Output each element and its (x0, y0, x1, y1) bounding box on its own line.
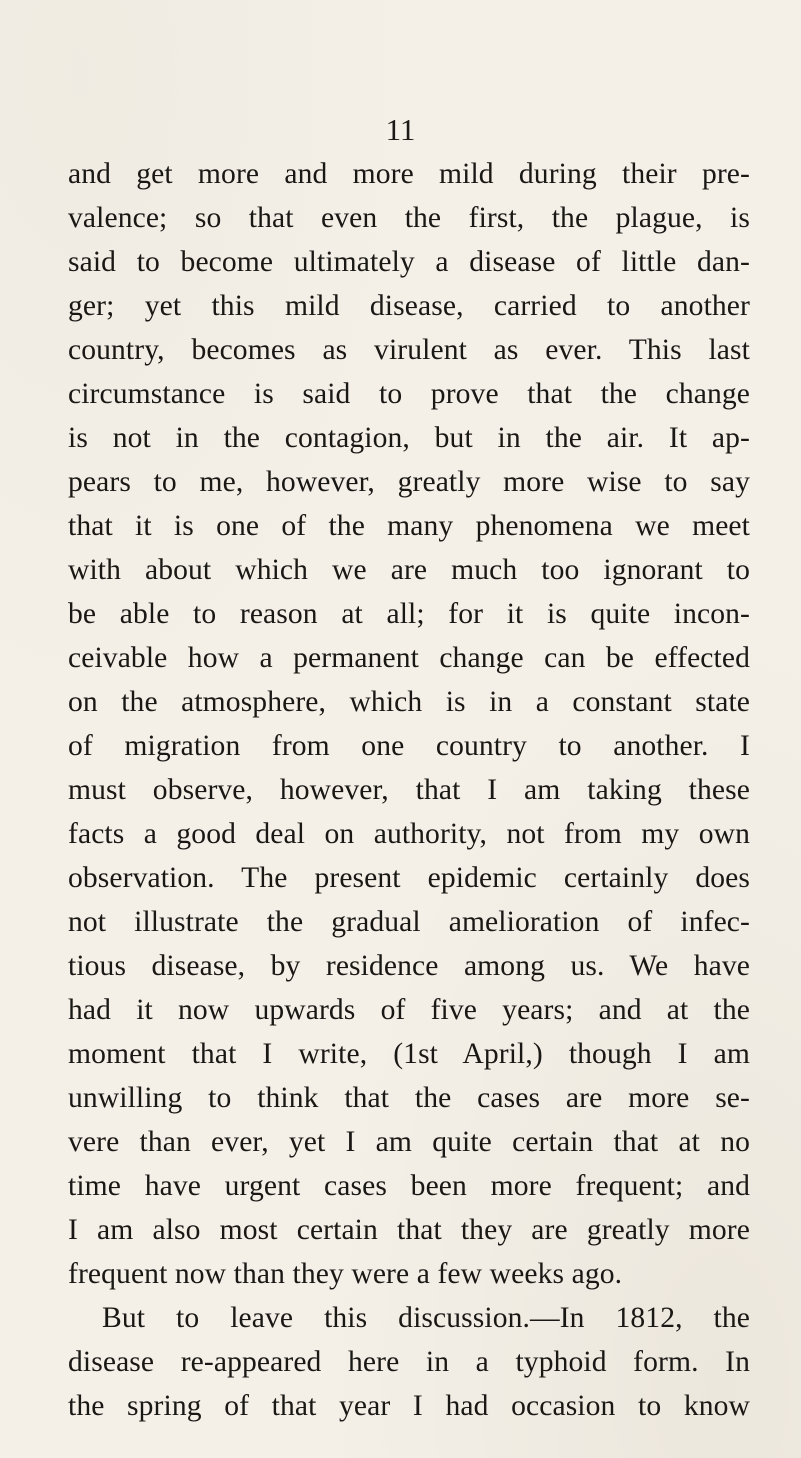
text-line: circumstance is said to prove that the change (68, 378, 750, 410)
text-line: of migration from one country to another. I (68, 730, 750, 762)
text-line: on the atmosphere, which is in a constant state (68, 686, 750, 718)
text-line: facts a good deal on authority, not from my own (68, 818, 750, 850)
text-line: not illustrate the gradual amelioration of infec- (68, 906, 750, 938)
text-line: disease re-appeared here in a typhoid form. In (68, 1346, 750, 1378)
text-line: valence; so that even the first, the plague, is (68, 202, 750, 234)
text-line: ceivable how a permanent change can be effected (68, 642, 750, 674)
text-line: had it now upwards of five years; and at the (68, 994, 750, 1026)
text-line: and get more and more mild during their pre- (68, 158, 750, 190)
text-line: be able to reason at all; for it is quite incon- (68, 598, 750, 630)
text-line: is not in the contagion, but in the air. It ap- (68, 422, 750, 454)
text-line: I am also most certain that they are greatly more (68, 1214, 750, 1246)
body-text (68, 152, 750, 1428)
text-line: with about which we are much too ignorant to (68, 554, 750, 586)
text-line: But to leave this discussion.—In 1812, the (102, 1302, 750, 1334)
text-line: that it is one of the many phenomena we meet (68, 510, 750, 542)
text-line: unwilling to think that the cases are more se- (68, 1082, 750, 1114)
text-line: observation. The present epidemic certainly does (68, 862, 750, 894)
text-line: vere than ever, yet I am quite certain that at no (68, 1126, 750, 1158)
text-line: ger; yet this mild disease, carried to another (68, 290, 750, 322)
text-line: the spring of that year I had occasion to know (68, 1390, 750, 1422)
text-line: pears to me, however, greatly more wise to say (68, 466, 750, 498)
text-line: time have urgent cases been more frequent; and (68, 1170, 750, 1202)
text-line: frequent now than they were a few weeks ago. (68, 1258, 623, 1290)
text-line: must observe, however, that I am taking these (68, 774, 750, 806)
text-line: said to become ultimately a disease of little dan- (68, 246, 750, 278)
text-line: country, becomes as virulent as ever. This last (68, 334, 750, 366)
text-line: tious disease, by residence among us. We have (68, 950, 750, 982)
page-number: 11 (385, 112, 416, 147)
text-line: moment that I write, (1st April,) though I am (68, 1038, 750, 1070)
